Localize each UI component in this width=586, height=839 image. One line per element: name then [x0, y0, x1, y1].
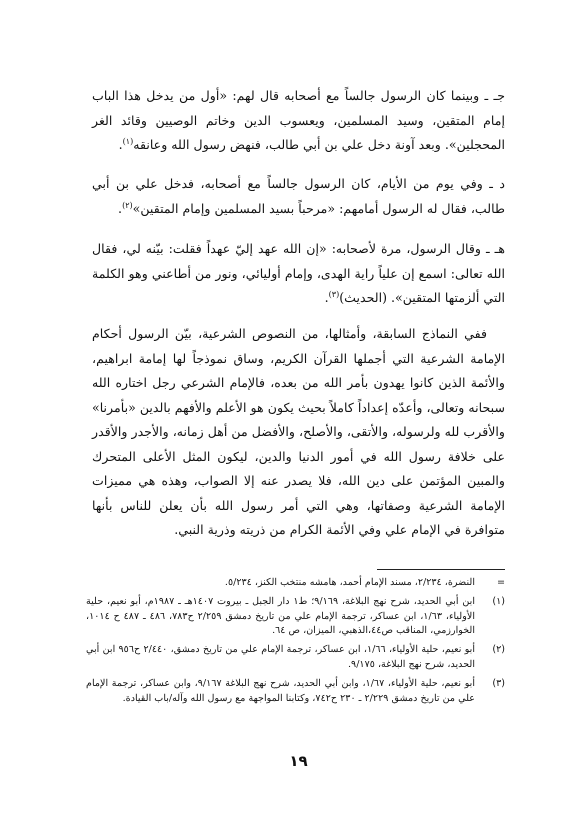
- footnote-mark: (٣): [492, 677, 505, 689]
- paragraph-1-tail: .: [118, 137, 123, 152]
- footnote-text: أبو نعيم، حلية الأولياء، ١/٦٧، وابن أبي الحديد، شرح نهج البلاغة ٩/١٦٧، وابن عساكر، ترجمة الإمام علي من تاريخ دمشق ٢/٢٢٩ ـ ٢٣٠ ح٧٤٢، وكتابنا المواجهة مع رسول الله وآله/باب القيادة.: [86, 677, 475, 704]
- footnote-2: [86, 643, 505, 673]
- footnote-text: ابن أبي الحديد، شرح نهج البلاغة، ٩/١٦٩؛ ط١ دار الجبل ـ بيروت ١٤٠٧هـ ـ ١٩٨٧م، أبو نعيم، حلية الأولياء، ١/٦٣، ابن عساكر، ترجمة الإمام علي من تاريخ دمشق ٢/٢٥٩ ح٧٨٣، ٤٨٦ ـ ٤٨٧ ح ١٠١٤، الخوارزمي، المناقب ص٤٤،الذهبي، الميزان، ص ٦٤.: [86, 595, 475, 637]
- footnote-mark: (٢): [492, 644, 505, 656]
- footnote-3: [86, 677, 505, 707]
- paragraph-3: [92, 237, 505, 311]
- footnote-ref-1[interactable]: (١): [122, 136, 134, 146]
- paragraph-3-text: هـ ـ وقال الرسول، مرة لأصحابه: «إن الله عهد إليّ عهداً فقلت: بيّنه لي، فقال الله تعالى: اسمع إن علياً راية الهدى، وإمام أوليائي، ونور من أطاعني وهو الكلمة التي ألزمتها المتقين». (الحديث): [92, 241, 505, 305]
- paragraph-2-text: د ـ وفي يوم من الأيام، كان الرسول جالساً مع أصحابه، فدخل علي بن أبي طالب، فقال له الرسول أمامهم: «مرحباً بسيد المسلمين وإمام المتقين»: [92, 176, 505, 216]
- page-number: ١٩: [289, 752, 308, 770]
- paragraph-1-text: جـ ـ وبينما كان الرسول جالساً مع أصحابه قال لهم: «أول من يدخل هذا الباب إمام المتقين، وسيد المسلمين، ويعسوب الدين وخاتم الوصيين وقائد الغر المحجلين». وبعد آونة دخل علي بن أبي طالب، فنهض رسول الله وعانقه: [92, 88, 505, 152]
- footnote-text: أبو نعيم، حلية الأولياء، ١/٦٦، ابن عساكر، ترجمة الإمام علي من تاريخ دمشق، ٢/٤٤٠ ح٩٥٦ ابن أبي الحديد، شرح نهج البلاغة، ٩/١٧٥.: [86, 644, 476, 670]
- footnote-mark: (١): [492, 595, 505, 607]
- footnote-continuation: [86, 576, 505, 591]
- footnote-separator: [377, 569, 505, 570]
- paragraph-2-tail: .: [118, 200, 123, 216]
- footnote-1: [86, 595, 505, 639]
- footnote-ref-2[interactable]: (٢): [122, 200, 133, 210]
- paragraph-1: [92, 84, 505, 158]
- footnotes: [86, 576, 505, 710]
- paragraph-2: [92, 172, 505, 221]
- book-page: [86, 84, 505, 804]
- footnote-mark: =: [496, 577, 505, 588]
- footnote-ref-3[interactable]: (٣): [328, 289, 340, 299]
- paragraph-4-text: ففي النماذج السابقة، وأمثالها، من النصوص الشرعية، بيّن الرسول أحكام الإمامة الشرعية التي أجملها القرآن الكريم، وساق نموذجاً لها إمامة ابراهيم، والأئمة الذين كانوا يهدون بأمر الله من بعده، فالإمام الشرعي رجل اختاره الله سبحانه وتعالى، وأعدّه إعداداً كاملاً بحيث يكون هو الأعلم والأفهم بالدين «بأمرنا» والأقرب لله ولرسوله، والأتقى، والأصلح، والأفضل من أهل زمانه، والأجدر والأقدر على خلافة رسول الله في أمور الدنيا والدين، ليكون المثل الأعلى المتحرك والمبين المؤتمن على دين الله، فلا يصدر عنه إلا الصواب، وهذه هي مميزات الإمامة الشرعية وصفاتها، وهي التي أمر رسول الله بأن يعلن للناس بأنها متوافرة في الإمام علي وفي الأئمة الكرام من ذريته وذرية النبي.: [92, 326, 505, 537]
- paragraph-4: [92, 322, 505, 543]
- paragraph-3-tail: .: [324, 290, 329, 305]
- footnote-text: النضرة، ٢/٢٣٤، مسند الإمام أحمد، هامشه منتخب الكنز، ٥/٢٣٤.: [224, 577, 475, 588]
